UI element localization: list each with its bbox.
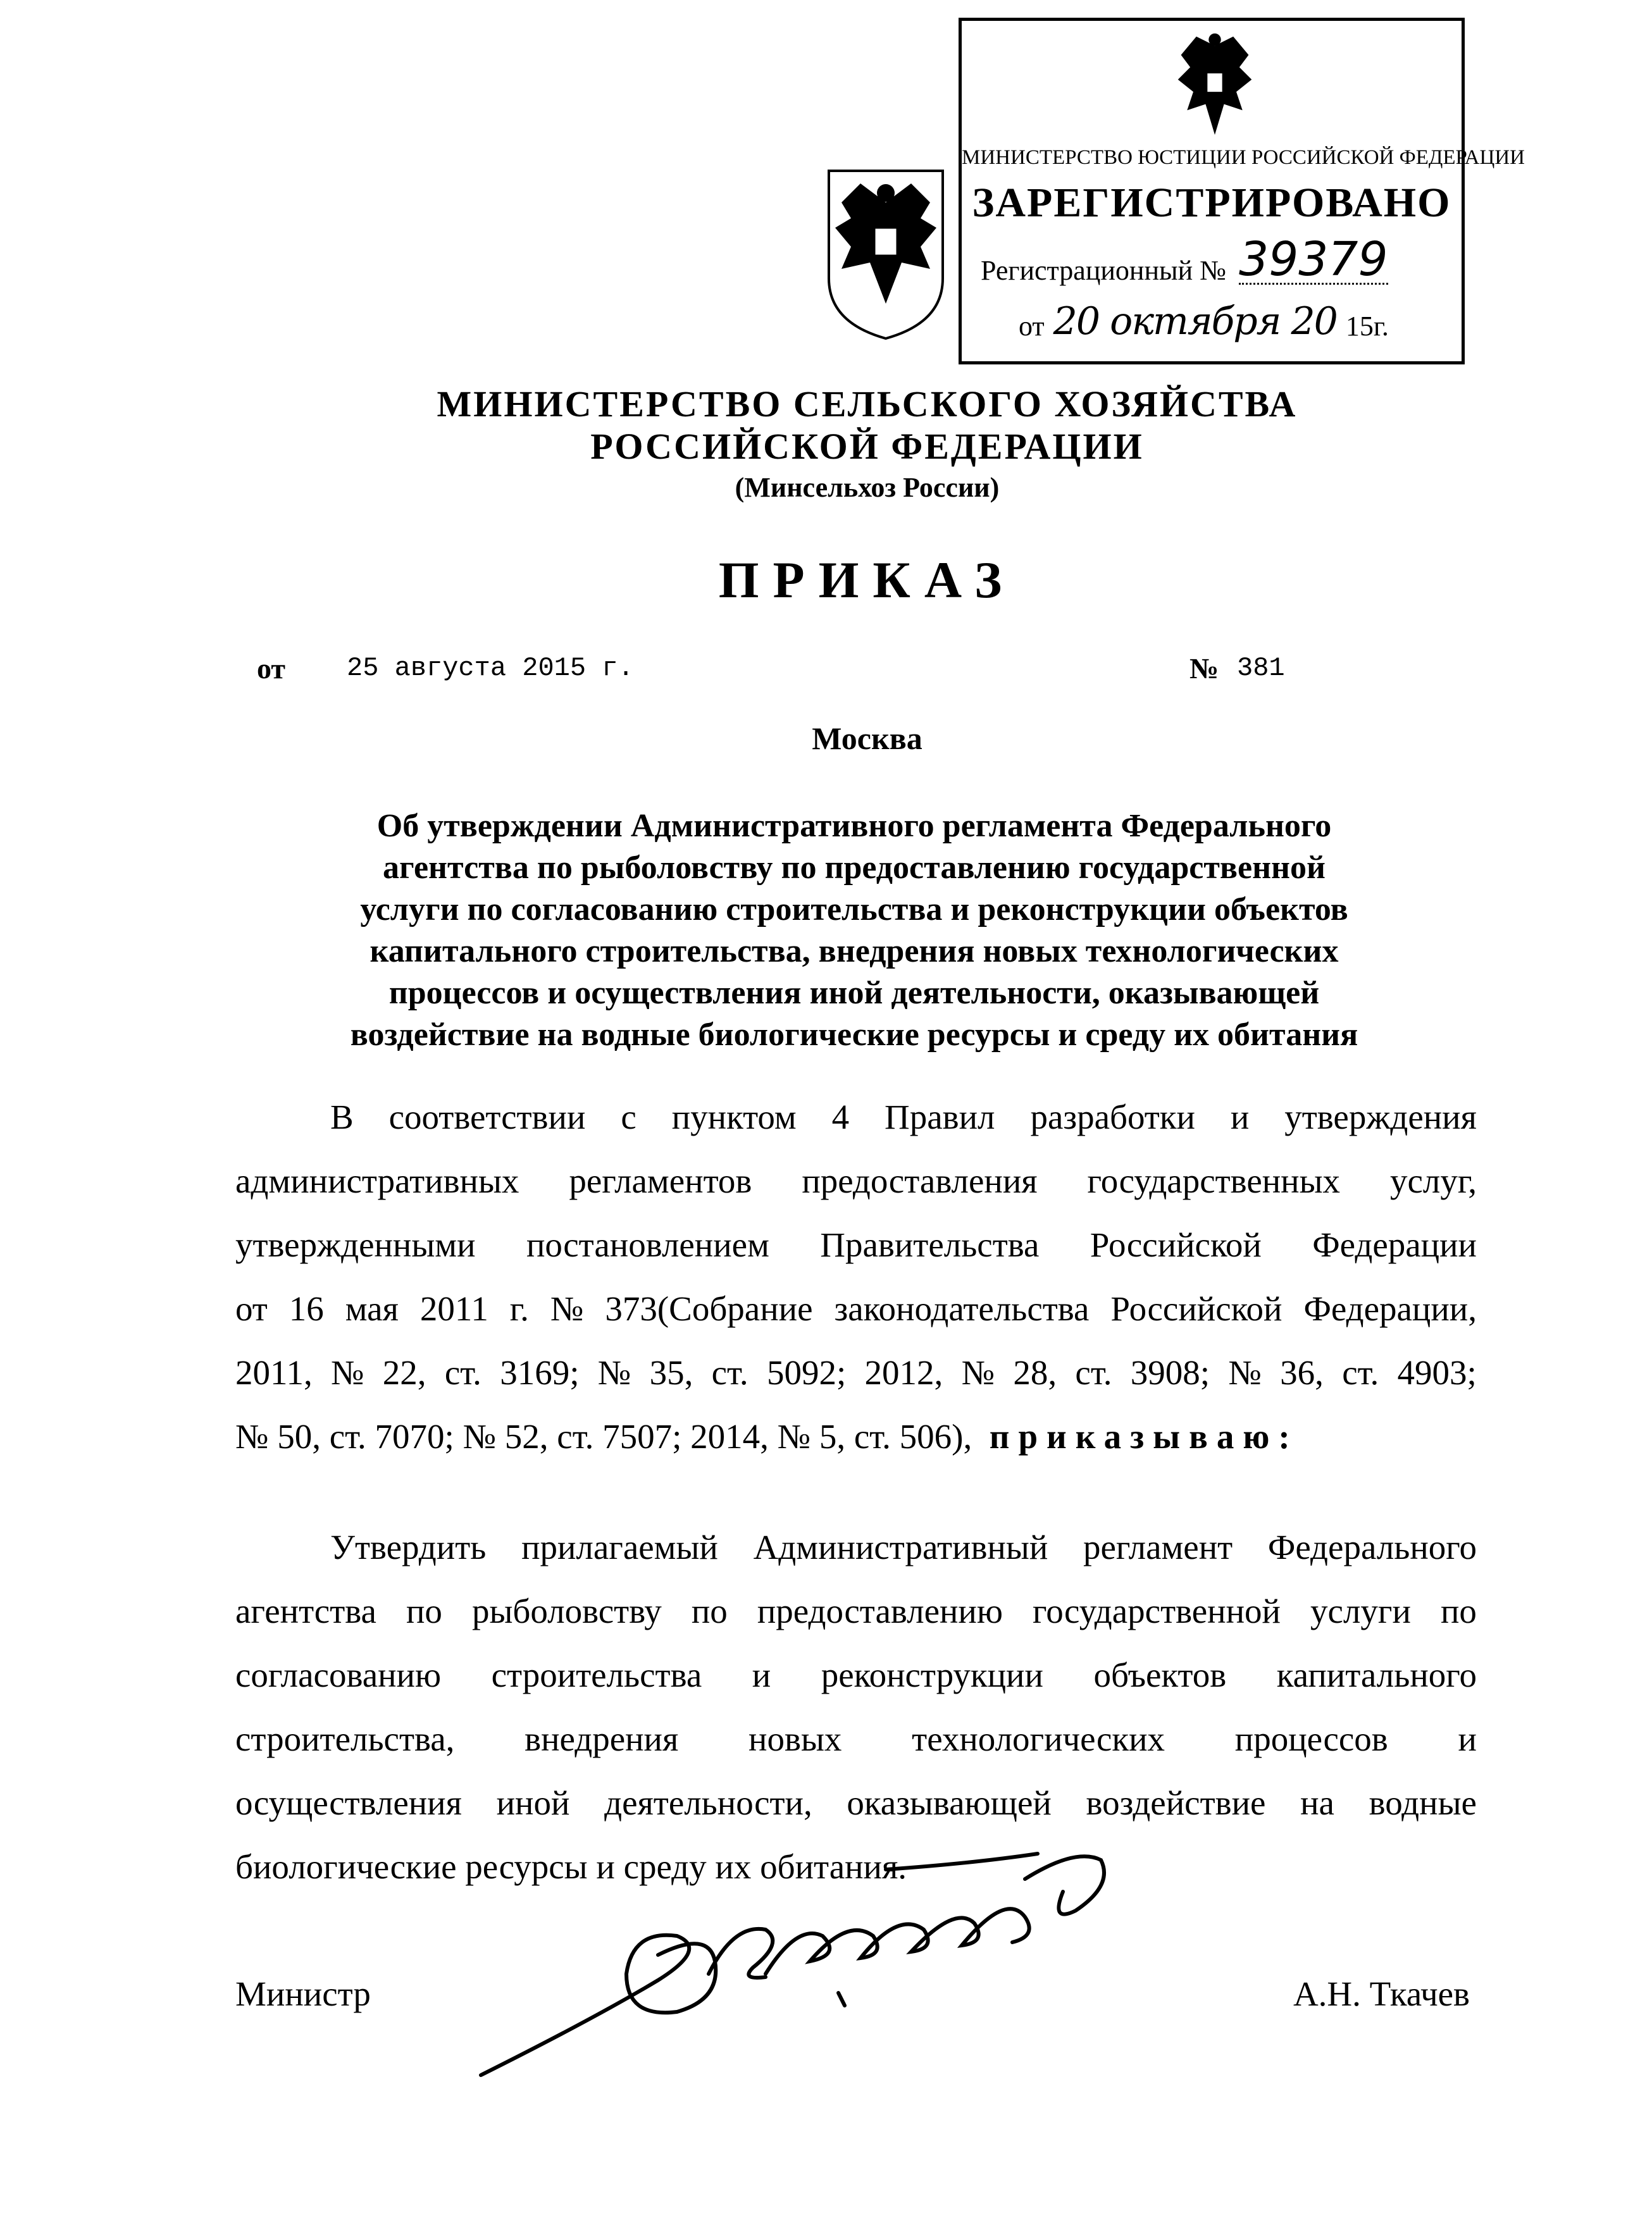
word: № xyxy=(597,1353,631,1392)
word: государственной xyxy=(1033,1592,1281,1630)
word: Федерального xyxy=(1267,1528,1477,1566)
word: утвержденными xyxy=(235,1225,476,1264)
title-line: Об утверждении Административного регламента Федерального xyxy=(376,808,1332,844)
date-from-label: от xyxy=(257,652,285,685)
word: от xyxy=(235,1289,268,1328)
stamp-date-row xyxy=(1019,299,1389,344)
title-line: услуги по согласованию строительства и реконструкции объектов xyxy=(360,891,1348,927)
word: 373(Собрание xyxy=(605,1289,813,1328)
title-line: воздействие на водные биологические ресурсы и среду их обитания xyxy=(350,1017,1358,1053)
word: 36, xyxy=(1280,1353,1324,1392)
paragraph-line xyxy=(235,1341,1477,1405)
paragraph-line xyxy=(235,1579,1477,1643)
word: разработки xyxy=(1030,1098,1195,1136)
title-line: агентства по рыболовству по предоставлению государственной xyxy=(383,850,1326,886)
ministry-short-name: (Минсельхоз России) xyxy=(735,472,1000,503)
paragraph-line xyxy=(235,1085,1477,1149)
stamp-from-label: от xyxy=(1019,311,1045,342)
word: 3908; xyxy=(1130,1353,1210,1392)
word: ст. xyxy=(1342,1353,1379,1392)
title-line: процессов и осуществления иной деятельности, оказывающей xyxy=(388,975,1320,1011)
word: объектов xyxy=(1093,1656,1227,1694)
word: № xyxy=(1228,1353,1262,1392)
word: государственных xyxy=(1087,1162,1341,1200)
stamp-reg-number-label: Регистрационный № xyxy=(981,255,1227,286)
word: агентства xyxy=(235,1592,376,1630)
paragraph-line xyxy=(235,1213,1477,1277)
word: капитального xyxy=(1276,1656,1477,1694)
title-line: капитального строительства, внедрения новых технологических xyxy=(370,933,1339,969)
word: Правил xyxy=(885,1098,995,1136)
word: 2011 xyxy=(419,1289,488,1328)
word: мая xyxy=(345,1289,399,1328)
word: регламентов xyxy=(569,1162,752,1200)
word: № xyxy=(961,1353,995,1392)
paragraph-line-text: № 50, ст. 7070; № 52, ст. 7507; 2014, № 5, ст. 506), xyxy=(235,1417,972,1456)
order-title xyxy=(221,805,1487,1056)
word: на xyxy=(1300,1783,1334,1822)
word: осуществления xyxy=(235,1783,462,1822)
handwritten-signature xyxy=(468,1809,1215,2088)
coat-of-arms-emblem xyxy=(816,158,955,342)
word: № xyxy=(550,1289,584,1328)
order-number: 381 xyxy=(1237,653,1285,683)
paragraph-line xyxy=(235,1643,1477,1707)
word: внедрения xyxy=(525,1720,679,1758)
paragraph-line xyxy=(235,1515,1477,1579)
word: процессов xyxy=(1234,1720,1388,1758)
paragraph-last-line xyxy=(235,1405,1477,1468)
word: строительства, xyxy=(235,1720,455,1758)
word: предоставления xyxy=(802,1162,1038,1200)
word: 2012, xyxy=(864,1353,943,1392)
order-date: 25 августа 2015 г. xyxy=(347,653,634,683)
word: воздействие xyxy=(1086,1783,1266,1822)
word: Правительства xyxy=(820,1225,1040,1264)
word: рыболовству xyxy=(471,1592,662,1630)
word: 4 xyxy=(831,1098,850,1136)
word: Российской xyxy=(1110,1289,1282,1328)
word: услуги xyxy=(1310,1592,1411,1630)
word: Административный xyxy=(753,1528,1048,1566)
word: пунктом xyxy=(671,1098,797,1136)
word: Российской xyxy=(1090,1225,1262,1264)
word: с xyxy=(621,1098,637,1136)
word: строительства xyxy=(491,1656,702,1694)
stamp-emblem-icon xyxy=(1171,30,1259,138)
signer-name: А.Н. Ткачев xyxy=(1293,1975,1470,2013)
word: 4903; xyxy=(1397,1353,1477,1392)
stamp-handwritten-date: 20 октября 20 xyxy=(1053,299,1337,344)
city: Москва xyxy=(812,721,922,756)
paragraph-last-line: биологические ресурсы и среду их обитания. xyxy=(235,1847,907,1886)
word: водные xyxy=(1369,1783,1477,1822)
word: 35, xyxy=(649,1353,693,1392)
word: утверждения xyxy=(1284,1098,1477,1136)
word: и xyxy=(1230,1098,1250,1136)
word: 5092; xyxy=(766,1353,847,1392)
word: Утвердить xyxy=(330,1528,487,1566)
word: 3169; xyxy=(500,1353,580,1392)
paragraph-line xyxy=(235,1277,1477,1341)
word: регламент xyxy=(1083,1528,1233,1566)
word: № xyxy=(331,1353,364,1392)
stamp-ministry-name: МИНИСТЕРСТВО ЮСТИЦИИ РОССИЙСКОЙ ФЕДЕРАЦИИ xyxy=(962,146,1525,169)
word: В xyxy=(330,1098,354,1136)
word: 16 xyxy=(289,1289,324,1328)
order-word: приказываю: xyxy=(989,1417,1299,1456)
word: ст. xyxy=(711,1353,748,1392)
word: г. xyxy=(509,1289,529,1328)
word: прилагаемый xyxy=(521,1528,718,1566)
word: иной xyxy=(496,1783,570,1822)
word: по xyxy=(1440,1592,1477,1630)
word: соответствии xyxy=(388,1098,586,1136)
word: административных xyxy=(235,1162,519,1200)
word: законодательства xyxy=(834,1289,1090,1328)
document-type-heading: ПРИКАЗ xyxy=(718,551,1016,609)
word: по xyxy=(406,1592,442,1630)
word: 28, xyxy=(1013,1353,1057,1392)
word: 2011, xyxy=(235,1353,313,1392)
stamp-reg-number: 39379 xyxy=(1239,232,1388,287)
word: согласованию xyxy=(235,1656,442,1694)
word: Федерации, xyxy=(1303,1289,1477,1328)
number-sign: № xyxy=(1189,652,1219,685)
word: услуг, xyxy=(1390,1162,1477,1200)
stamp-reg-number-row xyxy=(981,232,1388,287)
stamp-registered-label: ЗАРЕГИСТРИРОВАНО xyxy=(972,180,1451,226)
signer-position: Министр xyxy=(235,1975,371,2013)
word: постановлением xyxy=(526,1225,769,1264)
word: реконструкции xyxy=(821,1656,1043,1694)
word: деятельности, xyxy=(604,1783,812,1822)
paragraph-line xyxy=(235,1707,1477,1771)
paragraph-line xyxy=(235,1149,1477,1213)
ministry-name-line2: РОССИЙСКОЙ ФЕДЕРАЦИИ xyxy=(590,426,1144,467)
word: новых xyxy=(748,1720,842,1758)
word: технологических xyxy=(912,1720,1165,1758)
word: ст. xyxy=(1075,1353,1112,1392)
word: ст. xyxy=(444,1353,481,1392)
word: и xyxy=(1458,1720,1477,1758)
preamble-paragraph xyxy=(235,1085,1477,1468)
ministry-name-line1: МИНИСТЕРСТВО СЕЛЬСКОГО ХОЗЯЙСТВА xyxy=(437,383,1298,425)
word: 22, xyxy=(382,1353,426,1392)
word: Федерации xyxy=(1312,1225,1477,1264)
registration-stamp xyxy=(959,18,1525,364)
word: по xyxy=(691,1592,728,1630)
word: оказывающей xyxy=(847,1783,1052,1822)
stamp-year-suffix: 15г. xyxy=(1345,311,1389,342)
word: предоставлению xyxy=(757,1592,1003,1630)
word: и xyxy=(752,1656,771,1694)
